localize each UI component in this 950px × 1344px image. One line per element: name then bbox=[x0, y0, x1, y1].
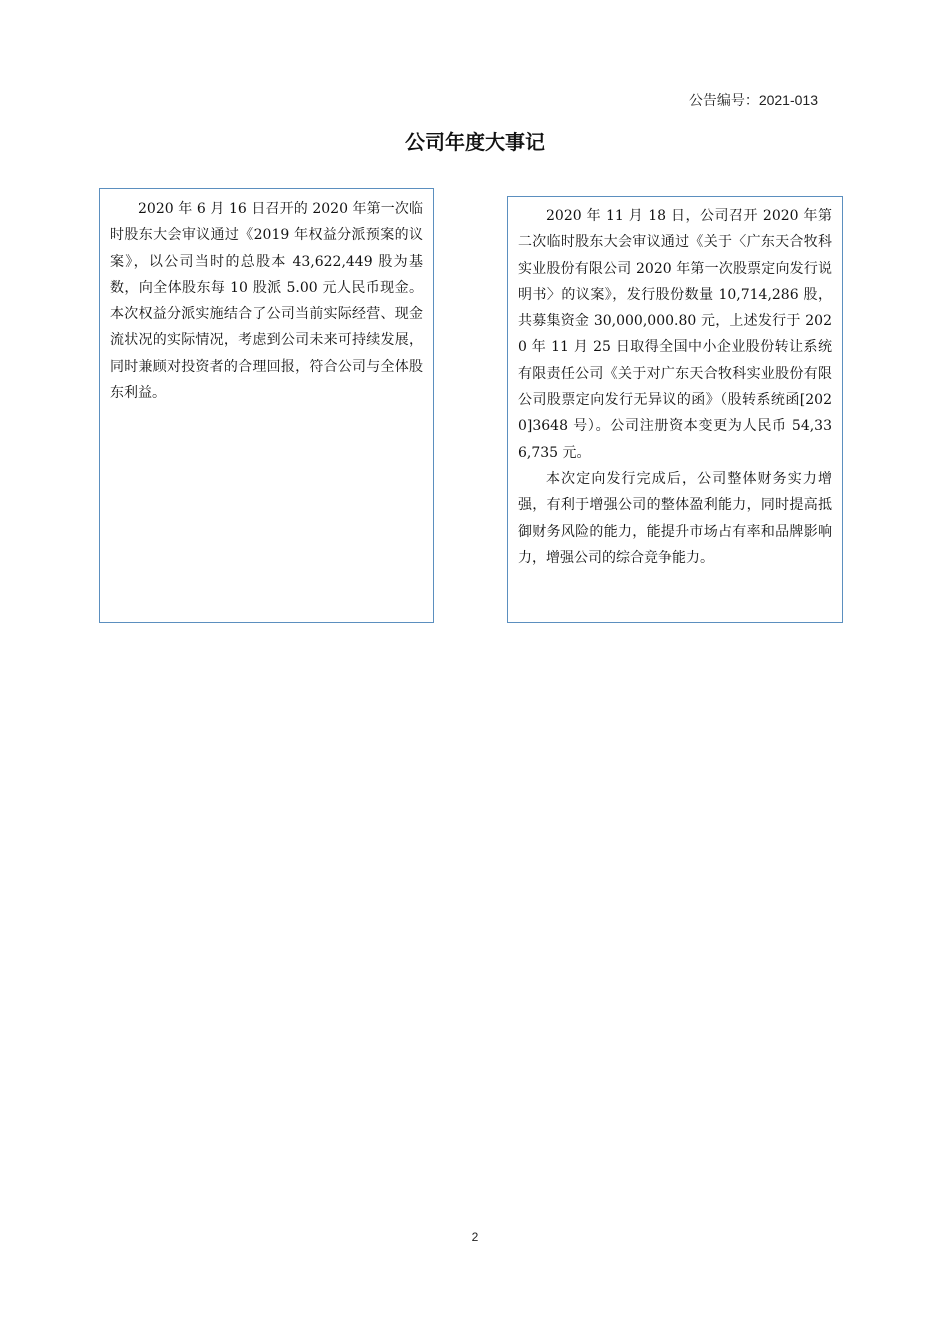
event-box-stock-issuance bbox=[507, 196, 843, 623]
event-paragraph: 2020 年 11 月 18 日，公司召开 2020 年第二次临时股东大会审议通过《关于〈广东天合牧科实业股份有限公司 2020 年第一次股票定向发行说明书〉的议案》，发行股份数量 10,714,286 股，共募集资金 30,000,000.80 元，上述发行于 2020 年 11 月 25 日取得全国中小企业股份转让系统有限责任公司《关于对广东天合牧科实业股份有限公司股票定向发行无异议的函》（股转系统函[2020]3648 号）。公司注册资本变更为人民币 54,336,735 元。 bbox=[518, 208, 832, 461]
page-number: 2 bbox=[471, 1230, 479, 1244]
event-paragraph: 本次定向发行完成后，公司整体财务实力增强，有利于增强公司的整体盈利能力，同时提高抵御财务风险的能力，能提升市场占有率和品牌影响力，增强公司的综合竞争能力。 bbox=[518, 470, 832, 566]
event-box-dividend bbox=[99, 188, 434, 623]
announcement-number: 公告编号：2021-013 bbox=[688, 92, 818, 108]
event-paragraph: 2020 年 6 月 16 日召开的 2020 年第一次临时股东大会审议通过《2019 年权益分派预案的议案》，以公司当时的总股本 43,622,449 股为基数，向全体股东每 10 股派 5.00 元人民币现金。本次权益分派实施结合了公司当前实际经营、现金流状况的实际情况，考虑到公司未来可持续发展，同时兼顾对投资者的合理回报，符合公司与全体股东利益。 bbox=[110, 201, 423, 402]
page-title: 公司年度大事记 bbox=[405, 130, 545, 154]
